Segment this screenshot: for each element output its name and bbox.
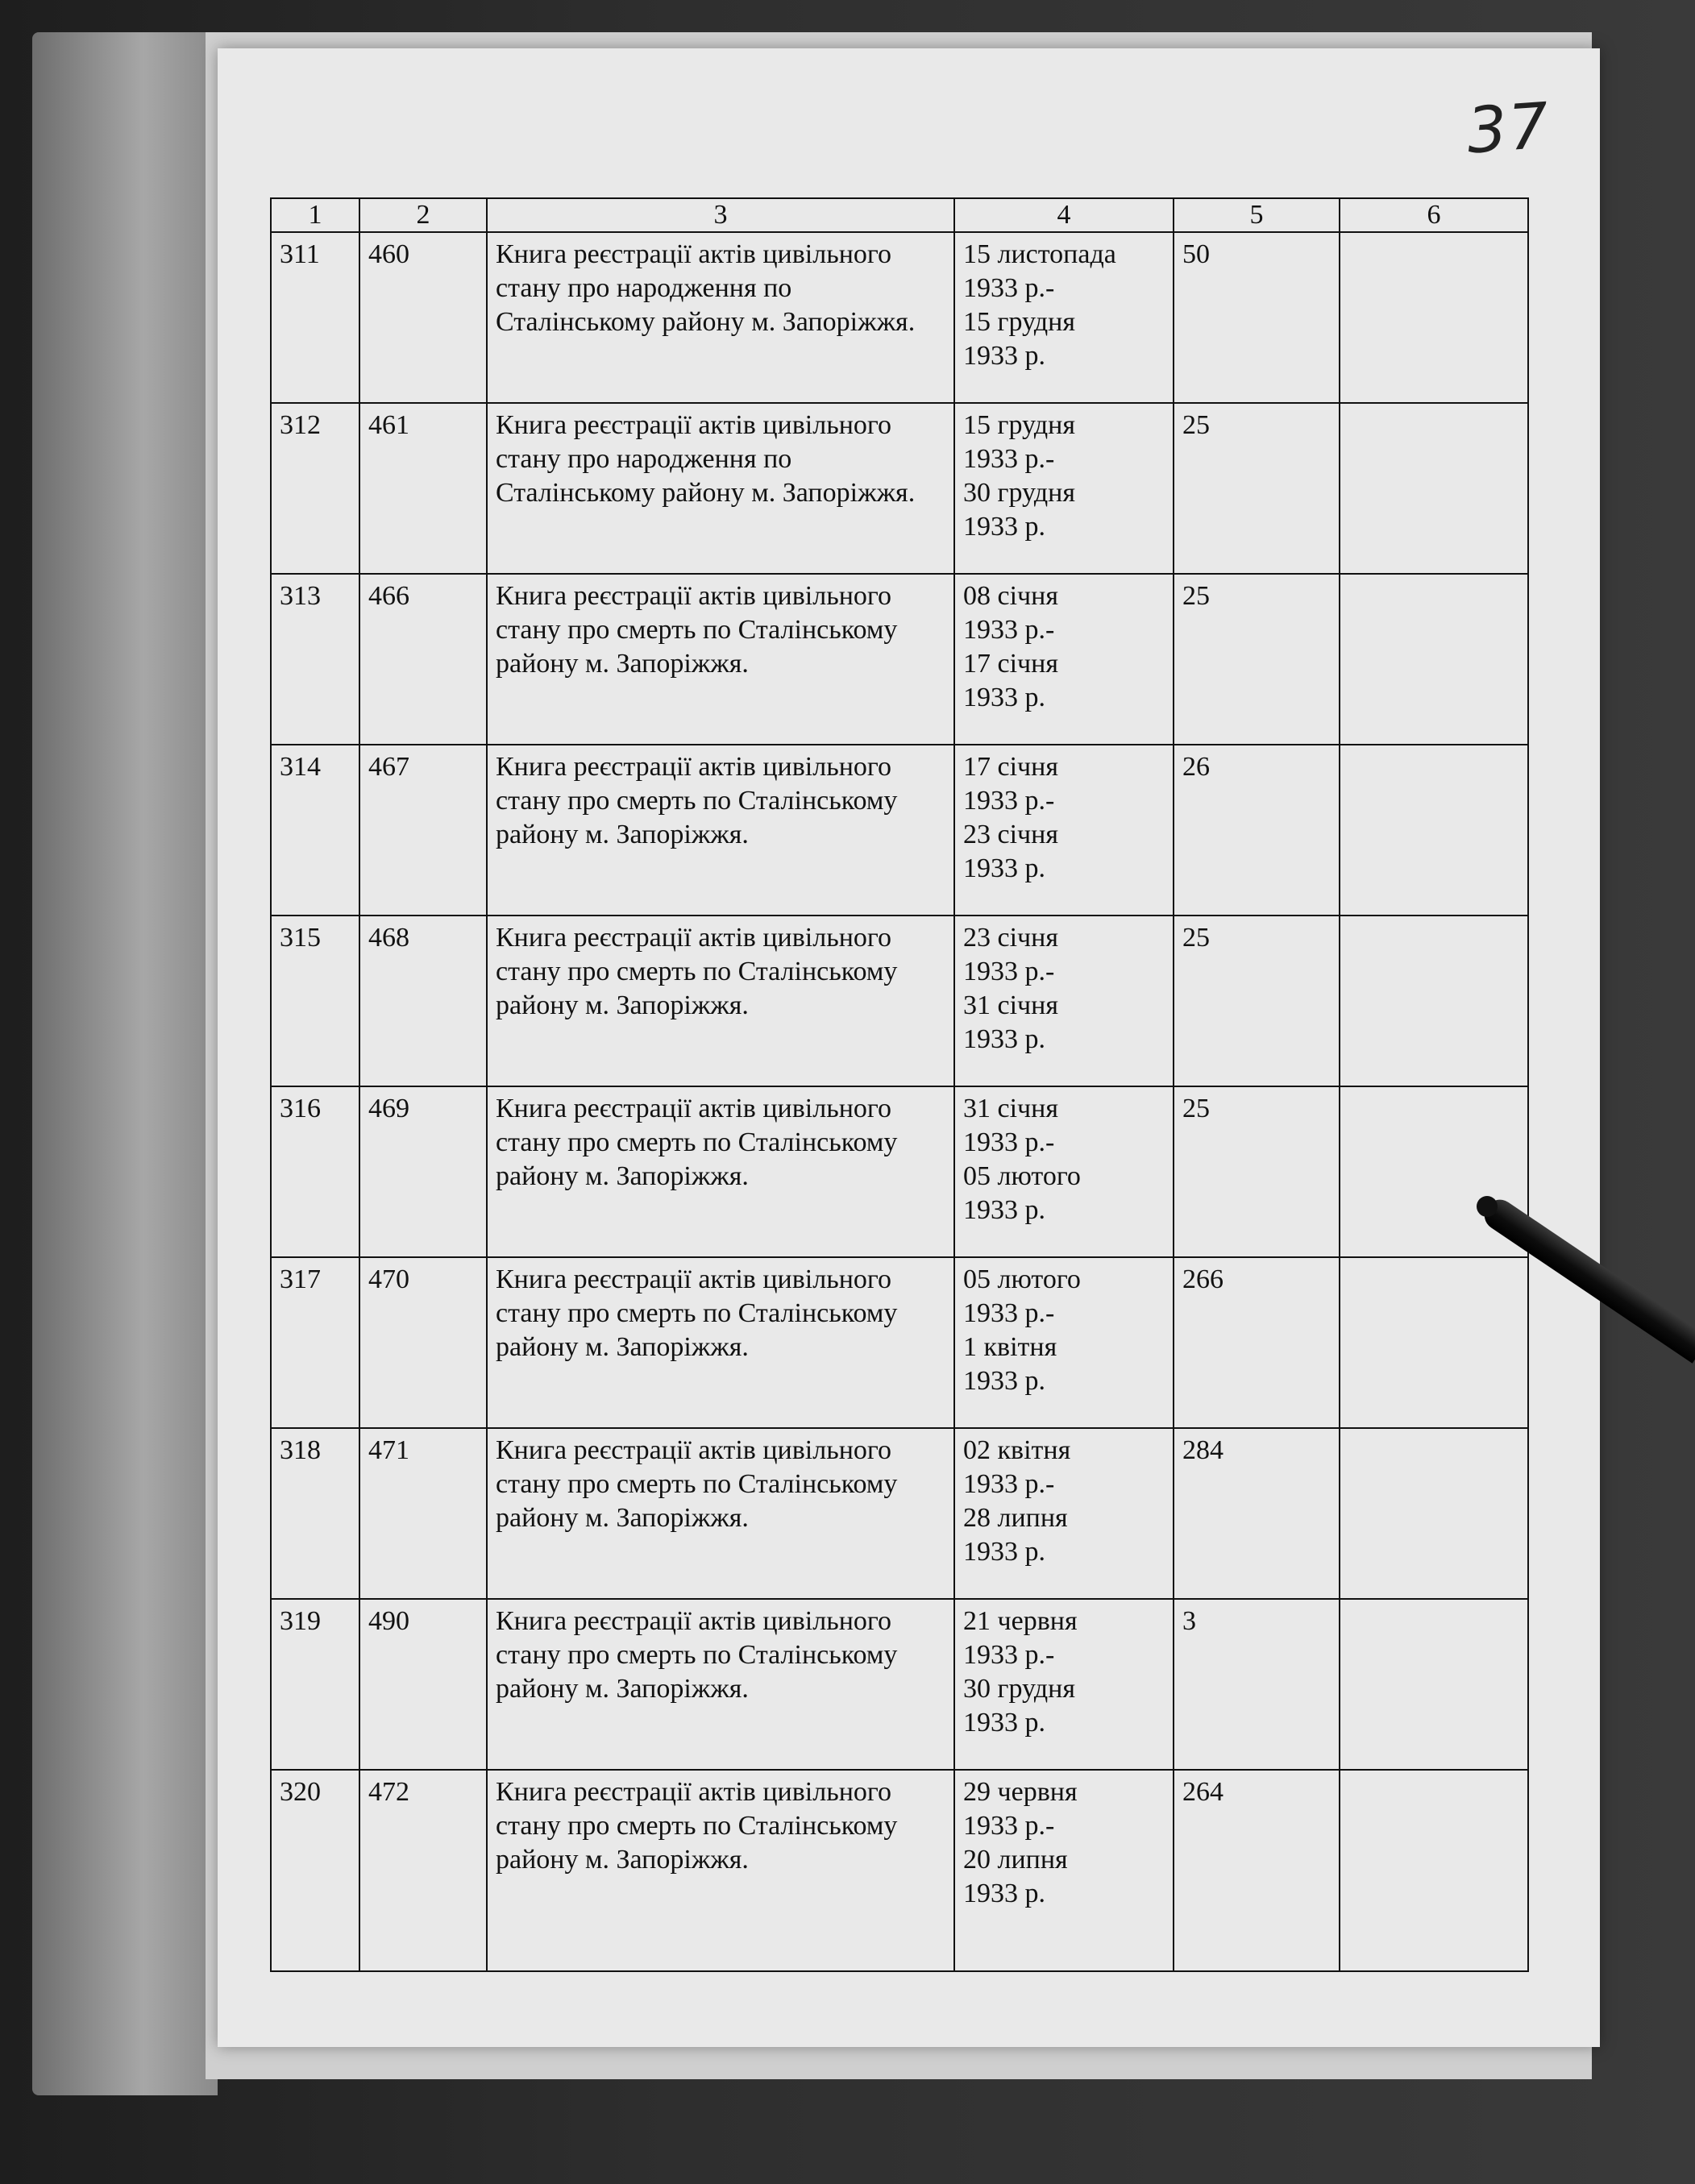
- table-row: [271, 232, 1528, 403]
- table-row: [271, 916, 1528, 1086]
- cell-pages: 25: [1174, 574, 1340, 745]
- cell-note: [1340, 1257, 1528, 1428]
- cell-title: Книга реєстрації актів цивільного стану про народження по Сталінському району м. Запоріжжя.: [487, 232, 954, 403]
- cell-title: Книга реєстрації актів цивільного стану про народження по Сталінському району м. Запоріжжя.: [487, 403, 954, 574]
- cell-number: 319: [271, 1599, 359, 1770]
- year-from: 1933 р.-: [963, 1469, 1055, 1499]
- date-to: 17 січня: [963, 649, 1058, 679]
- cell-title: Книга реєстрації актів цивільного стану про смерть по Сталінському району м. Запоріжжя.: [487, 1770, 954, 1971]
- document-page: [218, 48, 1600, 2047]
- year-from: 1933 р.-: [963, 1127, 1055, 1157]
- cell-note: [1340, 1428, 1528, 1599]
- cell-fond: 469: [359, 1086, 487, 1257]
- date-to: 30 грудня: [963, 478, 1075, 508]
- cell-fond: 466: [359, 574, 487, 745]
- date-to: 05 лютого: [963, 1161, 1081, 1191]
- cell-title: Книга реєстрації актів цивільного стану про смерть по Сталінському району м. Запоріжжя.: [487, 1257, 954, 1428]
- cell-pages: 50: [1174, 232, 1340, 403]
- cell-pages: 284: [1174, 1428, 1340, 1599]
- cell-fond: 470: [359, 1257, 487, 1428]
- header-col-6: 6: [1340, 198, 1528, 232]
- cell-title: Книга реєстрації актів цивільного стану про смерть по Сталінському району м. Запоріжжя.: [487, 574, 954, 745]
- date-from: 15 грудня: [963, 410, 1075, 440]
- cell-title: Книга реєстрації актів цивільного стану про смерть по Сталінському району м. Запоріжжя.: [487, 1428, 954, 1599]
- date-from: 23 січня: [963, 923, 1058, 953]
- cell-note: [1340, 1599, 1528, 1770]
- cell-number: 320: [271, 1770, 359, 1971]
- date-from: 05 лютого: [963, 1264, 1081, 1294]
- cell-pages: 266: [1174, 1257, 1340, 1428]
- cell-number: 311: [271, 232, 359, 403]
- table-row: [271, 1770, 1528, 1971]
- cell-fond: 467: [359, 745, 487, 916]
- cell-dates: [954, 1770, 1174, 1971]
- year-to: 1933 р.: [963, 1366, 1045, 1396]
- cell-note: [1340, 1770, 1528, 1971]
- year-from: 1933 р.-: [963, 444, 1055, 474]
- year-from: 1933 р.-: [963, 615, 1055, 645]
- registry-table: [270, 197, 1529, 1972]
- year-to: 1933 р.: [963, 853, 1045, 883]
- year-to: 1933 р.: [963, 341, 1045, 371]
- cell-pages: 25: [1174, 916, 1340, 1086]
- cell-pages: 26: [1174, 745, 1340, 916]
- table-body: [271, 232, 1528, 1971]
- cell-title: Книга реєстрації актів цивільного стану про смерть по Сталінському району м. Запоріжжя.: [487, 1599, 954, 1770]
- cell-dates: [954, 916, 1174, 1086]
- year-from: 1933 р.-: [963, 1640, 1055, 1670]
- cell-note: [1340, 574, 1528, 745]
- cell-pages: 3: [1174, 1599, 1340, 1770]
- cell-dates: [954, 1599, 1174, 1770]
- date-to: 23 січня: [963, 820, 1058, 849]
- date-from: 15 листопада: [963, 239, 1116, 269]
- date-to: 15 грудня: [963, 307, 1075, 337]
- year-from: 1933 р.-: [963, 786, 1055, 816]
- cell-title: Книга реєстрації актів цивільного стану про смерть по Сталінському району м. Запоріжжя.: [487, 1086, 954, 1257]
- year-from: 1933 р.-: [963, 957, 1055, 986]
- header-col-2: 2: [359, 198, 487, 232]
- date-from: 02 квітня: [963, 1435, 1071, 1465]
- year-from: 1933 р.-: [963, 273, 1055, 303]
- date-from: 31 січня: [963, 1094, 1058, 1123]
- cell-pages: 25: [1174, 1086, 1340, 1257]
- date-to: 30 грудня: [963, 1674, 1075, 1704]
- year-to: 1933 р.: [963, 1708, 1045, 1738]
- cell-number: 313: [271, 574, 359, 745]
- cell-dates: [954, 403, 1174, 574]
- table-row: [271, 1086, 1528, 1257]
- cell-pages: 25: [1174, 403, 1340, 574]
- table-row: [271, 1599, 1528, 1770]
- year-to: 1933 р.: [963, 1195, 1045, 1225]
- table-row: [271, 574, 1528, 745]
- cell-dates: [954, 232, 1174, 403]
- header-col-5: 5: [1174, 198, 1340, 232]
- cell-dates: [954, 1257, 1174, 1428]
- cell-note: [1340, 745, 1528, 916]
- date-from: 21 червня: [963, 1606, 1078, 1636]
- table-row: [271, 403, 1528, 574]
- year-to: 1933 р.: [963, 1537, 1045, 1567]
- cell-note: [1340, 232, 1528, 403]
- table-row: [271, 1428, 1528, 1599]
- year-to: 1933 р.: [963, 1879, 1045, 1908]
- cell-title: Книга реєстрації актів цивільного стану про смерть по Сталінському району м. Запоріжжя.: [487, 916, 954, 1086]
- cell-fond: 468: [359, 916, 487, 1086]
- table-row: [271, 1257, 1528, 1428]
- year-to: 1933 р.: [963, 512, 1045, 542]
- date-from: 29 червня: [963, 1777, 1078, 1807]
- cell-title: Книга реєстрації актів цивільного стану про смерть по Сталінському району м. Запоріжжя.: [487, 745, 954, 916]
- header-col-4: 4: [954, 198, 1174, 232]
- cell-pages: 264: [1174, 1770, 1340, 1971]
- date-to: 31 січня: [963, 990, 1058, 1020]
- header-row: [271, 198, 1528, 232]
- table-row: [271, 745, 1528, 916]
- year-from: 1933 р.-: [963, 1811, 1055, 1841]
- date-from: 08 січня: [963, 581, 1058, 611]
- cell-note: [1340, 403, 1528, 574]
- cell-note: [1340, 916, 1528, 1086]
- cell-dates: [954, 745, 1174, 916]
- pen-tip: [1477, 1196, 1498, 1217]
- cell-dates: [954, 1428, 1174, 1599]
- date-to: 1 квітня: [963, 1332, 1057, 1362]
- cell-dates: [954, 1086, 1174, 1257]
- date-to: 20 липня: [963, 1845, 1068, 1875]
- adjacent-page-edge: [32, 32, 218, 2095]
- date-from: 17 січня: [963, 752, 1058, 782]
- header-col-3: 3: [487, 198, 954, 232]
- cell-number: 318: [271, 1428, 359, 1599]
- cell-number: 315: [271, 916, 359, 1086]
- year-to: 1933 р.: [963, 683, 1045, 712]
- cell-number: 314: [271, 745, 359, 916]
- cell-fond: 460: [359, 232, 487, 403]
- header-col-1: 1: [271, 198, 359, 232]
- cell-fond: 490: [359, 1599, 487, 1770]
- cell-fond: 471: [359, 1428, 487, 1599]
- year-to: 1933 р.: [963, 1024, 1045, 1054]
- cell-fond: 472: [359, 1770, 487, 1971]
- cell-number: 312: [271, 403, 359, 574]
- cell-fond: 461: [359, 403, 487, 574]
- date-to: 28 липня: [963, 1503, 1068, 1533]
- cell-dates: [954, 574, 1174, 745]
- cell-number: 317: [271, 1257, 359, 1428]
- year-from: 1933 р.-: [963, 1298, 1055, 1328]
- folio-number: 37: [1464, 89, 1553, 168]
- cell-number: 316: [271, 1086, 359, 1257]
